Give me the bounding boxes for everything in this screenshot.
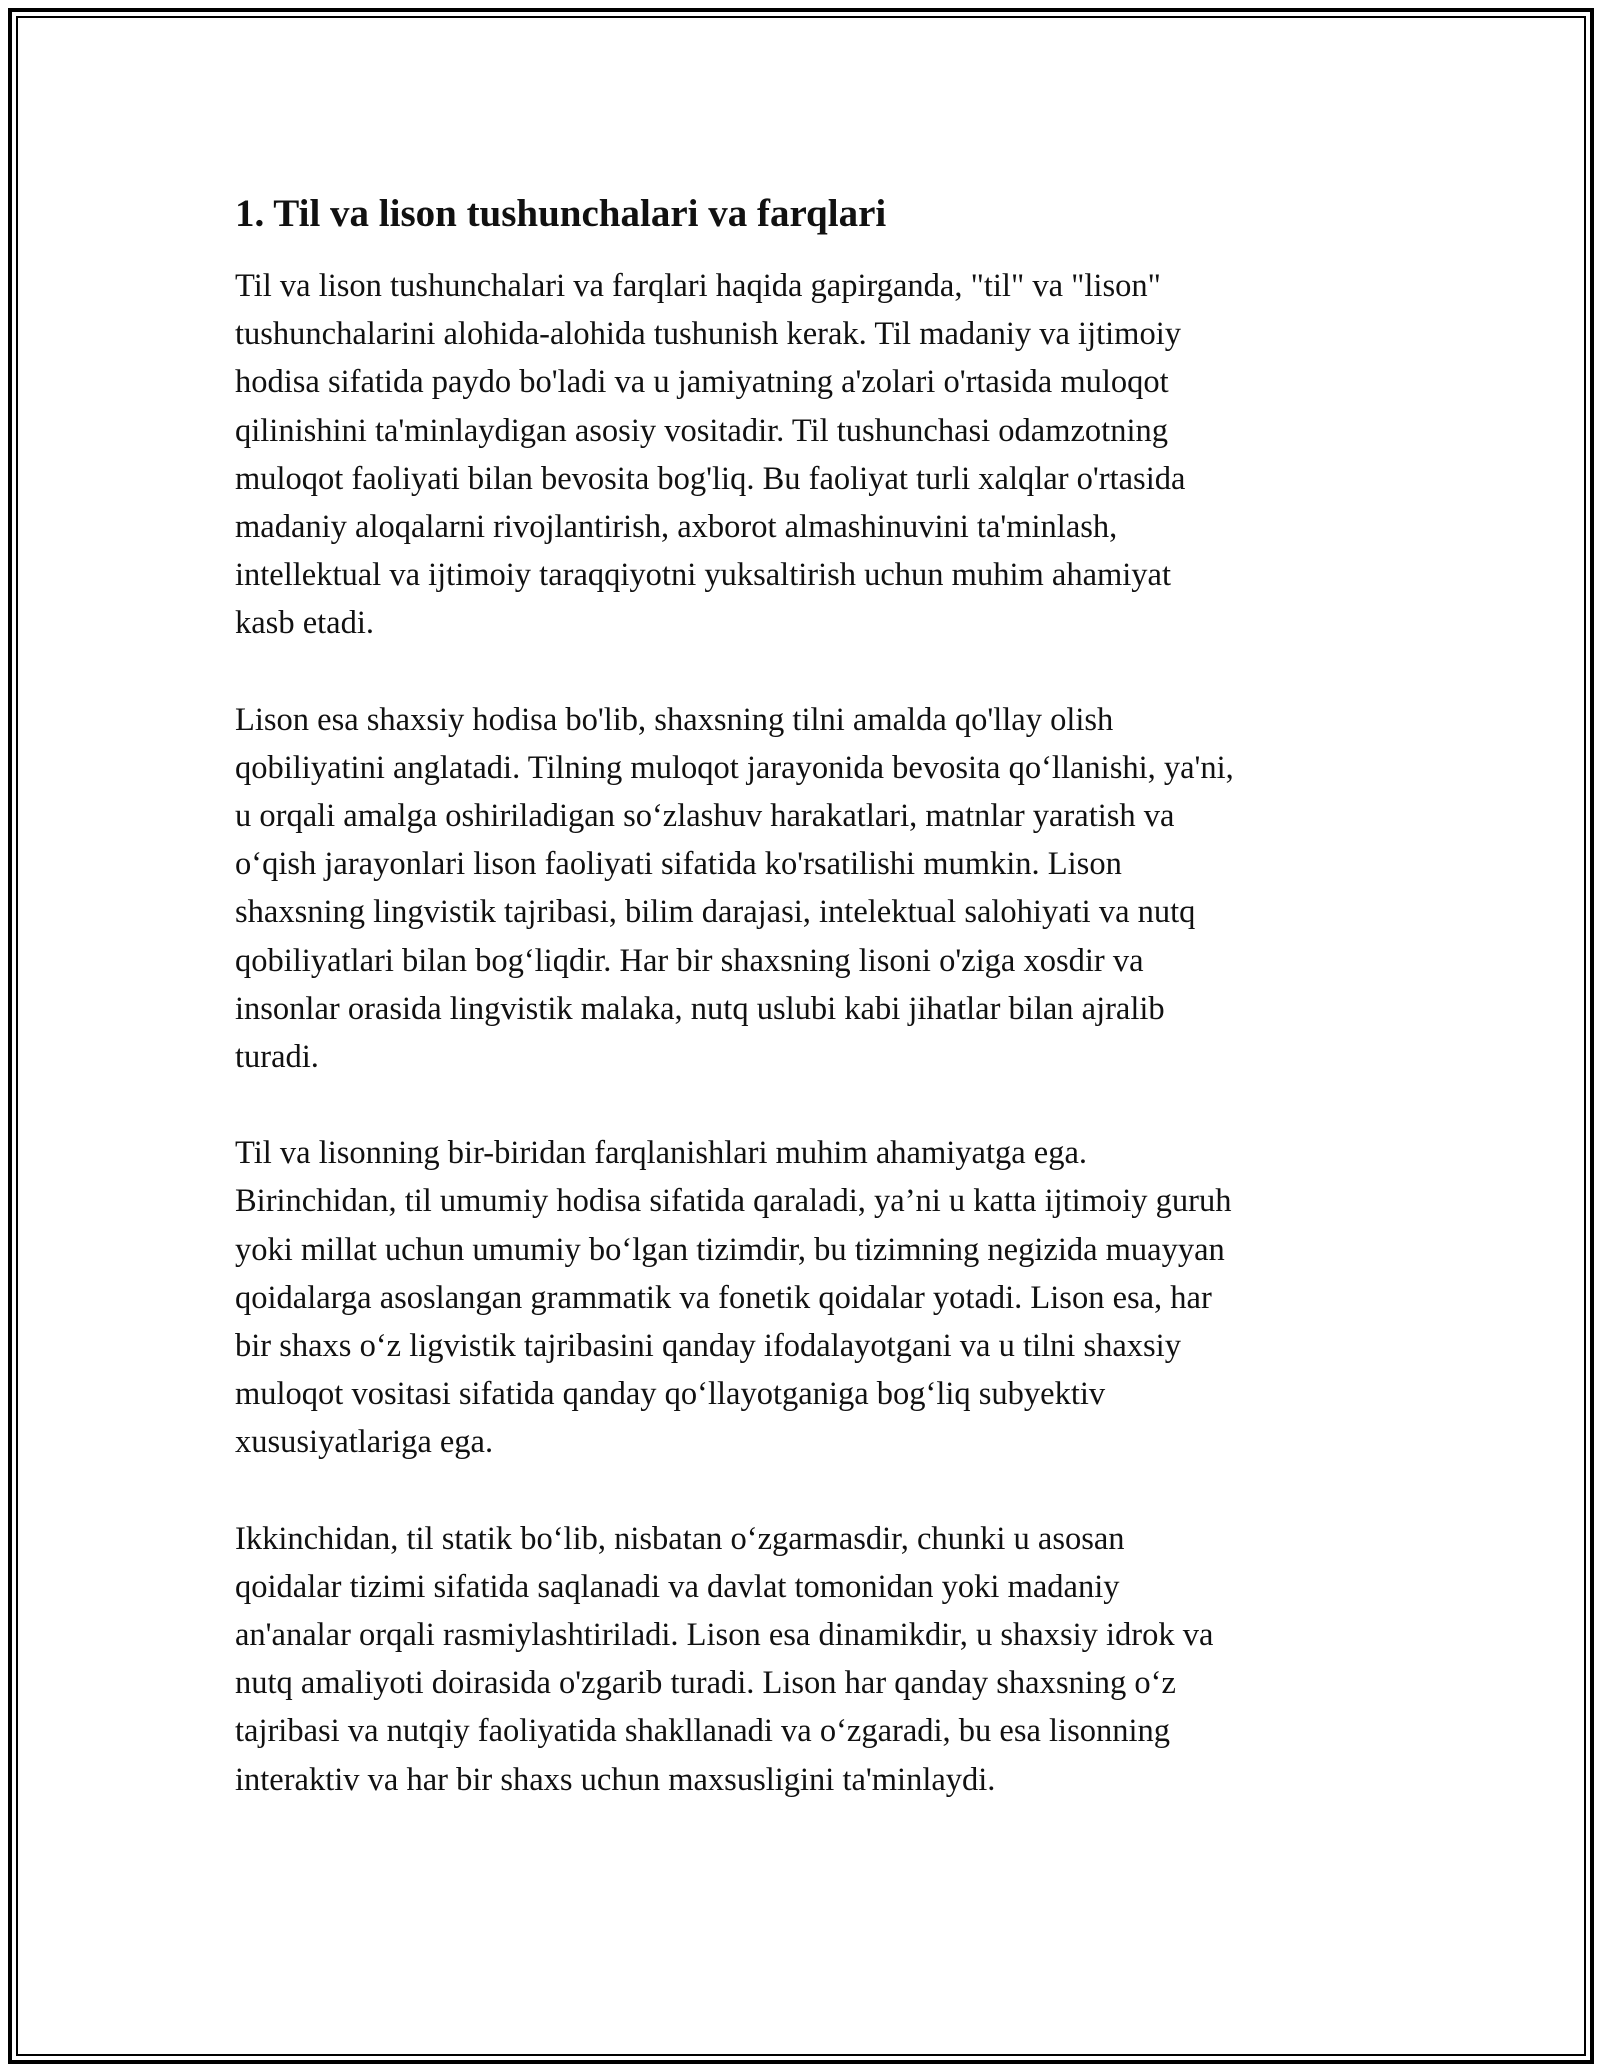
section-heading: 1. Til va lison tushunchalari va farqlari <box>235 192 887 235</box>
document-body <box>235 188 1375 1852</box>
paragraph-2: Lison esa shaxsiy hodisa bo'lib, shaxsning tilni amalda qo'llay olish qobiliyatini anglatadi. Tilning muloqot jarayonida bevosita qoʻllanishi, ya'ni, u orqali amalga oshiriladigan soʻzlashuv harakatlari, matnlar yaratish va oʻqish jarayonlari lison faoliyati sifatida ko'rsatilishi mumkin. Lison shaxsning lingvistik tajribasi, bilim darajasi, intelektual salohiyati va nutq qobiliyatlari bilan bogʻliqdir. Har bir shaxsning lisoni o'ziga xosdir va insonlar orasida lingvistik malaka, nutq uslubi kabi jihatlar bilan ajralib turadi. <box>235 701 1234 1076</box>
paragraph-3: Til va lisonning bir-biridan farqlanishlari muhim ahamiyatga ega. Birinchidan, til umumiy hodisa sifatida qaraladi, ya’ni u katta ijtimoiy guruh yoki millat uchun umumiy boʻlgan tizimdir, bu tizimning negizida muayyan qoidalarga asoslangan grammatik va fonetik qoidalar yotadi. Lison esa, har bir shaxs oʻz ligvistik tajribasini qanday ifodalayotgani va u tilni shaxsiy muloqot vositasi sifatida qanday qoʻllayotganiga bogʻliq subyektiv xususiyatlariga ega. <box>235 1135 1232 1461</box>
paragraph-1: Til va lison tushunchalari va farqlari haqida gapirganda, "til" va "lison" tushunchalarini alohida-alohida tushunish kerak. Til madaniy va ijtimoiy hodisa sifatida paydo bo'ladi va u jamiyatning a'zolari o'rtasida muloqot qilinishini ta'minlaydigan asosiy vositadir. Til tushunchasi odamzotning muloqot faoliyati bilan bevosita bog'liq. Bu faoliyat turli xalqlar o'rtasida madaniy aloqalarni rivojlantirish, axborot almashinuvini ta'minlash, intellektual va ijtimoiy taraqqiyotni yuksaltirish uchun muhim ahamiyat kasb etadi. <box>235 268 1186 642</box>
paragraph-4: Ikkinchidan, til statik boʻlib, nisbatan oʻzgarmasdir, chunki u asosan qoidalar tizimi sifatida saqlanadi va davlat tomonidan yoki madaniy an'analar orqali rasmiylashtiriladi. Lison esa dinamikdir, u shaxsiy idrok va nutq amaliyoti doirasida o'zgarib turadi. Lison har qanday shaxsning oʻz tajribasi va nutqiy faoliyatida shakllanadi va oʻzgaradi, bu esa lisonning interaktiv va har bir shaxs uchun maxsusligini ta'minlaydi. <box>235 1520 1214 1798</box>
